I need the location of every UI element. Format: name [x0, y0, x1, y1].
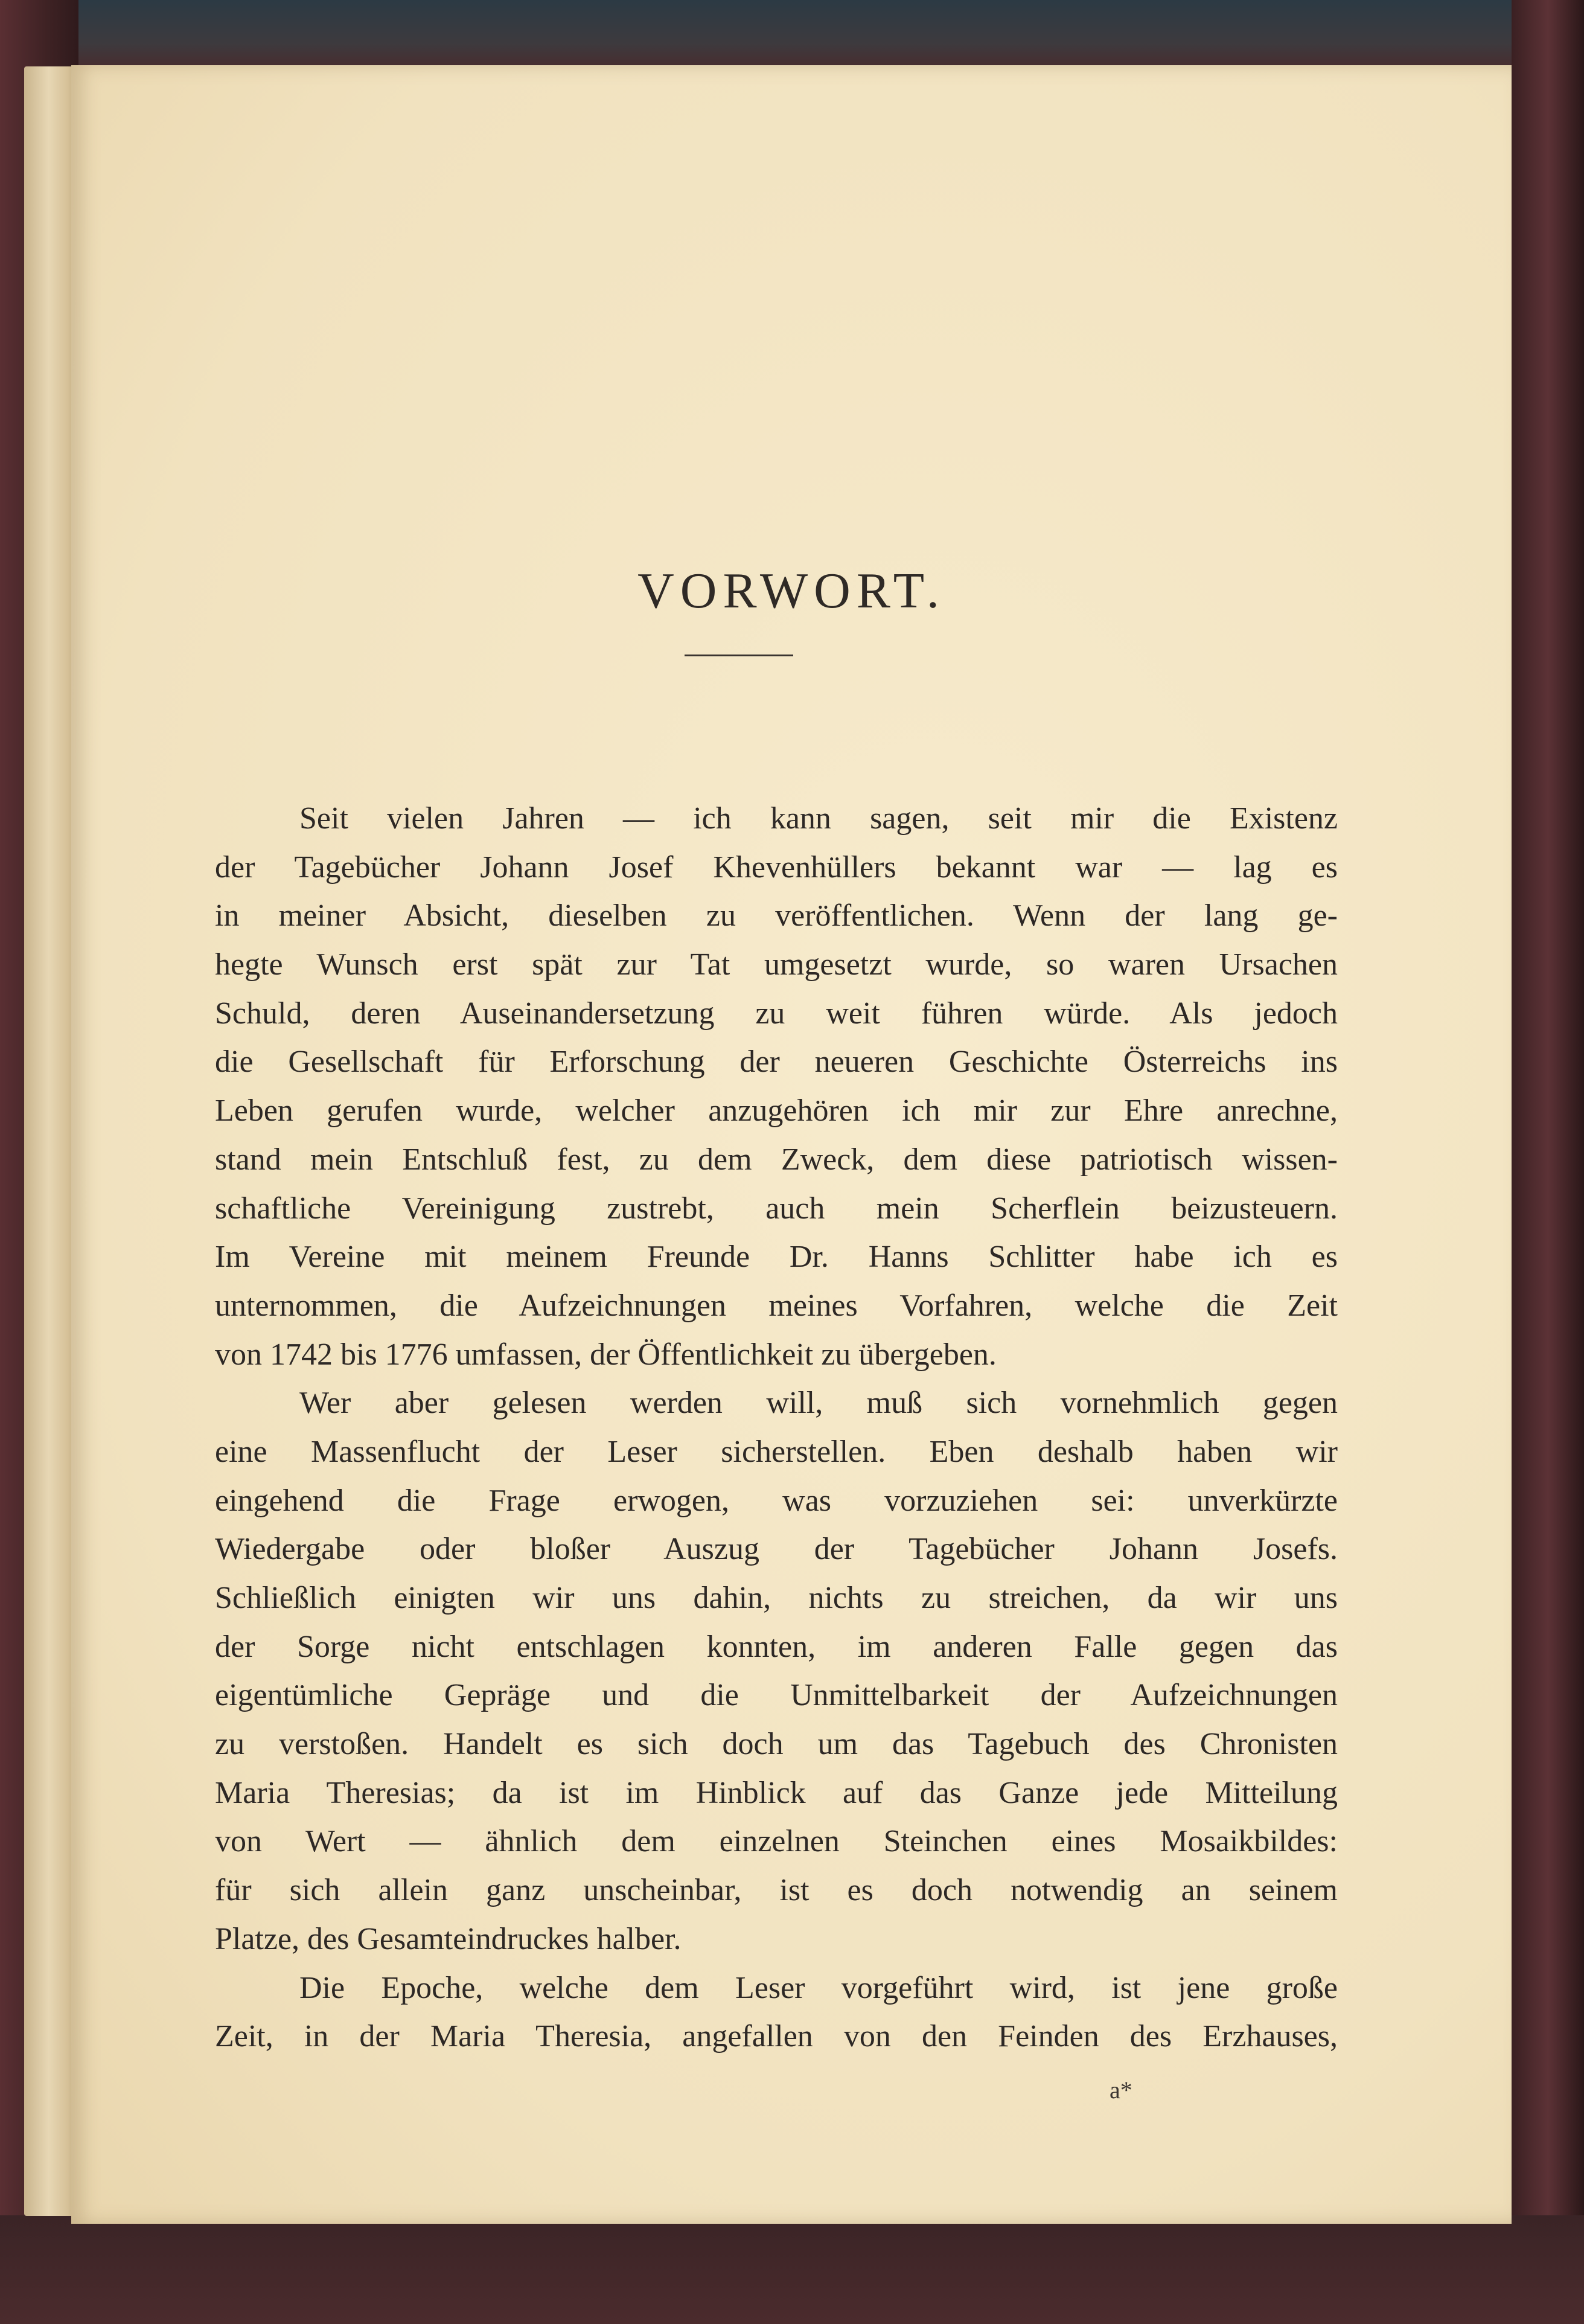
left-page-edge [24, 66, 78, 2216]
text-line: Schuld, deren Auseinandersetzung zu weit führen würde. Als jedoch [215, 996, 1338, 1031]
text-line: Wiedergabe oder bloßer Auszug der Tagebücher Johann Josefs. [215, 1532, 1338, 1567]
text-line: Im Vereine mit meinem Freunde Dr. Hanns Schlitter habe ich es [215, 1240, 1338, 1275]
text-line: Wer aber gelesen werden will, muß sich vornehmlich gegen [299, 1386, 1338, 1421]
book-cover-top [0, 0, 1584, 72]
page-title: VORWORT. [637, 563, 945, 619]
text-line: Seit vielen Jahren — ich kann sagen, seit mir die Existenz [299, 801, 1338, 836]
book-page [71, 65, 1512, 2224]
text-line: in meiner Absicht, dieselben zu veröffentlichen. Wenn der lang ge- [215, 898, 1338, 933]
text-line: Leben gerufen wurde, welcher anzugehören ich mir zur Ehre anrechne, [215, 1093, 1338, 1128]
text-line: stand mein Entschluß fest, zu dem Zweck, dem diese patriotisch wissen- [215, 1142, 1338, 1177]
text-line: von Wert — ähnlich dem einzelnen Steinchen eines Mosaikbildes: [215, 1824, 1338, 1859]
text-line: der Tagebücher Johann Josef Khevenhüllers bekannt war — lag es [215, 850, 1338, 885]
text-line: die Gesellschaft für Erforschung der neueren Geschichte Österreichs ins [215, 1045, 1338, 1080]
text-line: Schließlich einigten wir uns dahin, nichts zu streichen, da wir uns [215, 1581, 1338, 1615]
book-cover-right [1512, 0, 1584, 2324]
text-line: hegte Wunsch erst spät zur Tat umgesetzt wurde, so waren Ursachen [215, 947, 1338, 982]
text-line: Maria Theresias; da ist im Hinblick auf das Ganze jede Mitteilung [215, 1775, 1338, 1810]
text-line: für sich allein ganz unscheinbar, ist es doch notwendig an seinem [215, 1873, 1338, 1908]
text-line: unternommen, die Aufzeichnungen meines Vorfahren, welche die Zeit [215, 1288, 1338, 1323]
text-line: von 1742 bis 1776 umfassen, der Öffentlichkeit zu übergeben. [215, 1337, 997, 1372]
text-line: Platze, des Gesamteindruckes halber. [215, 1921, 682, 1956]
title-rule [685, 655, 793, 656]
text-line: eine Massenflucht der Leser sicherstellen. Eben deshalb haben wir [215, 1434, 1338, 1469]
text-line: schaftliche Vereinigung zustrebt, auch mein Scherflein beizusteuern. [215, 1191, 1338, 1226]
text-line: zu verstoßen. Handelt es sich doch um das Tagebuch des Chronisten [215, 1727, 1338, 1762]
text-line: Zeit, in der Maria Theresia, angefallen von den Feinden des Erzhauses, [215, 2019, 1338, 2054]
book-cover-bottom [0, 2215, 1584, 2324]
text-line: eigentümliche Gepräge und die Unmittelbarkeit der Aufzeichnungen [215, 1678, 1338, 1713]
text-line: der Sorge nicht entschlagen konnten, im anderen Falle gegen das [215, 1629, 1338, 1664]
text-line: Die Epoche, welche dem Leser vorgeführt wird, ist jene große [299, 1970, 1338, 2005]
body-text [215, 795, 1338, 2061]
text-line: eingehend die Frage erwogen, was vorzuziehen sei: unverkürzte [215, 1483, 1338, 1518]
signature-mark: a* [1110, 2076, 1132, 2104]
